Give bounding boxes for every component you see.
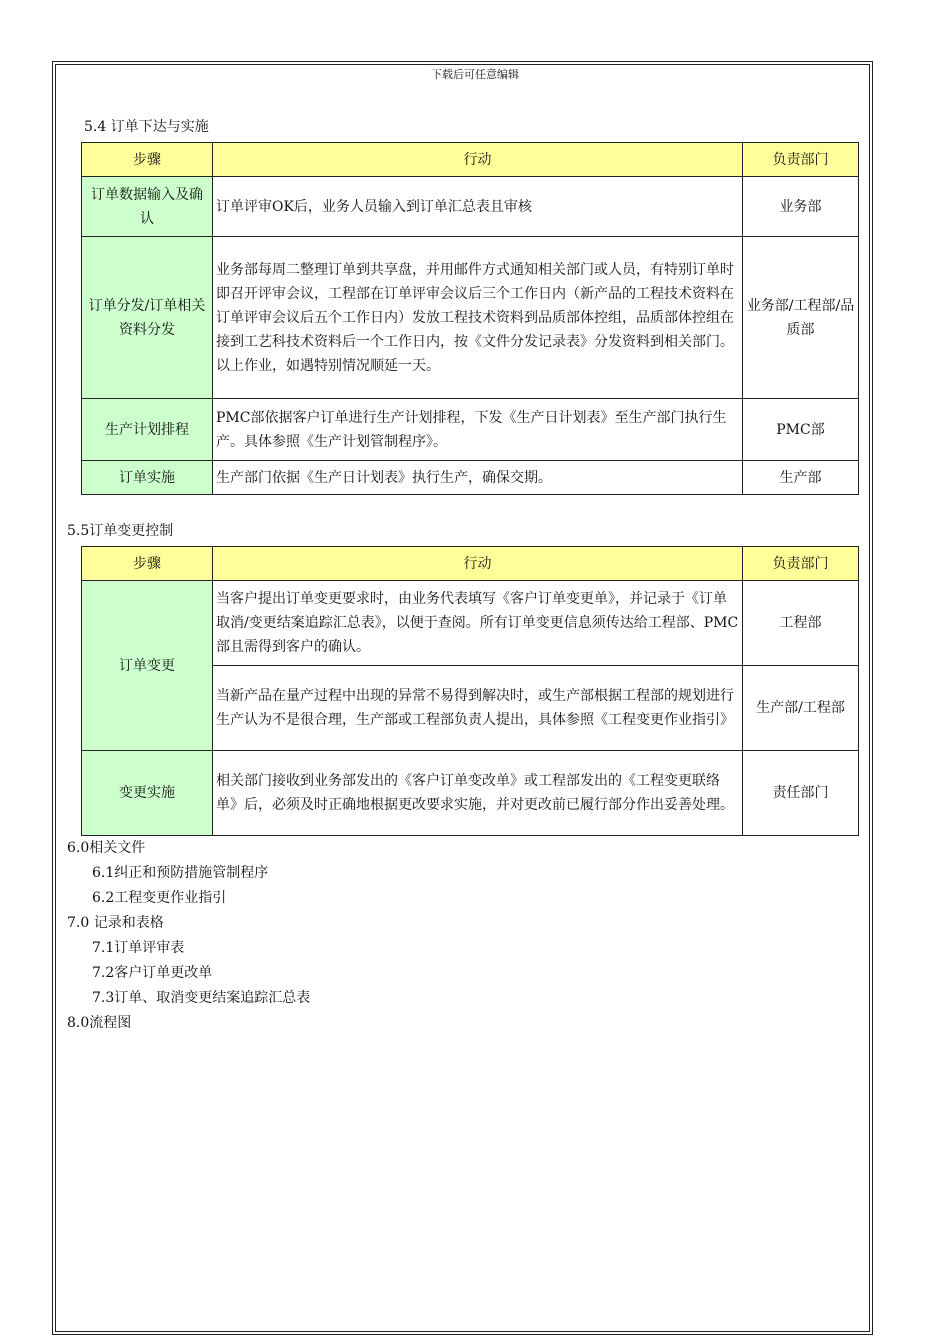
table-row bbox=[82, 581, 859, 666]
list-item: 7.1订单评审表 bbox=[92, 940, 185, 956]
dept-cell: 生产部/工程部 bbox=[743, 666, 859, 751]
table-row bbox=[82, 461, 859, 495]
step-cell: 变更实施 bbox=[82, 751, 213, 836]
order-release-table bbox=[81, 142, 859, 495]
table-header-row bbox=[82, 547, 859, 581]
step-cell: 订单实施 bbox=[82, 461, 213, 495]
table-header-row bbox=[82, 143, 859, 177]
header-step: 步骤 bbox=[82, 547, 213, 581]
action-cell: 相关部门接收到业务部发出的《客户订单变改单》或工程部发出的《工程变更联络单》后，必须及时正确地根据更改要求实施，并对更改前已履行部分作出妥善处理。 bbox=[213, 751, 743, 836]
dept-cell: 生产部 bbox=[743, 461, 859, 495]
action-cell: 生产部门依据《生产日计划表》执行生产，确保交期。 bbox=[213, 461, 743, 495]
action-cell: 业务部每周二整理订单到共享盘，并用邮件方式通知相关部门或人员，有特别订单时即召开评审会议，工程部在订单评审会议后三个工作日内（新产品的工程技术资料在订单评审会议后五个工作日内）发放工程技术资料到品质部体控组，品质部体控组在接到工艺科技术资料后一个工作日内，按《文件分发记录表》分发资料到相关部门。以上作业，如遇特别情况顺延一天。 bbox=[213, 237, 743, 399]
step-cell: 订单数据输入及确认 bbox=[82, 177, 213, 237]
section-5-4-title: 5.4 订单下达与实施 bbox=[84, 119, 209, 135]
order-change-table bbox=[81, 546, 859, 836]
table-row bbox=[82, 751, 859, 836]
dept-cell: PMC部 bbox=[743, 399, 859, 461]
action-cell: 当客户提出订单变更要求时，由业务代表填写《客户订单变更单》，并记录于《订单取消/变更结案追踪汇总表》，以便于查阅。所有订单变更信息须传达给工程部、PMC部且需得到客户的确认。 bbox=[213, 581, 743, 666]
section-7-0-title: 7.0 记录和表格 bbox=[67, 915, 164, 931]
list-item: 6.1纠正和预防措施管制程序 bbox=[92, 865, 269, 881]
dept-cell: 业务部 bbox=[743, 177, 859, 237]
section-8-0-title: 8.0流程图 bbox=[67, 1015, 132, 1031]
header-note: 下载后可任意编辑 bbox=[431, 68, 519, 81]
action-cell: 当新产品在量产过程中出现的异常不易得到解决时，或生产部根据工程部的规划进行生产认为不是很合理，生产部或工程部负责人提出，具体参照《工程变更作业指引》 bbox=[213, 666, 743, 751]
table-row bbox=[82, 237, 859, 399]
step-cell: 订单分发/订单相关资料分发 bbox=[82, 237, 213, 399]
header-action: 行动 bbox=[213, 143, 743, 177]
action-cell: 订单评审OK后，业务人员输入到订单汇总表且审核 bbox=[213, 177, 743, 237]
section-5-5-title: 5.5订单变更控制 bbox=[67, 523, 174, 539]
dept-cell: 业务部/工程部/品质部 bbox=[743, 237, 859, 399]
list-item: 7.3订单、取消变更结案追踪汇总表 bbox=[92, 990, 311, 1006]
header-dept: 负责部门 bbox=[743, 547, 859, 581]
section-6-0-title: 6.0相关文件 bbox=[67, 840, 146, 856]
header-dept: 负责部门 bbox=[743, 143, 859, 177]
header-step: 步骤 bbox=[82, 143, 213, 177]
step-cell: 订单变更 bbox=[82, 581, 213, 751]
dept-cell: 责任部门 bbox=[743, 751, 859, 836]
table-row bbox=[82, 177, 859, 237]
header-action: 行动 bbox=[213, 547, 743, 581]
list-item: 7.2客户订单更改单 bbox=[92, 965, 213, 981]
list-item: 6.2工程变更作业指引 bbox=[92, 890, 227, 906]
step-cell: 生产计划排程 bbox=[82, 399, 213, 461]
dept-cell: 工程部 bbox=[743, 581, 859, 666]
action-cell: PMC部依据客户订单进行生产计划排程，下发《生产日计划表》至生产部门执行生产。具体参照《生产计划管制程序》。 bbox=[213, 399, 743, 461]
table-row bbox=[82, 399, 859, 461]
